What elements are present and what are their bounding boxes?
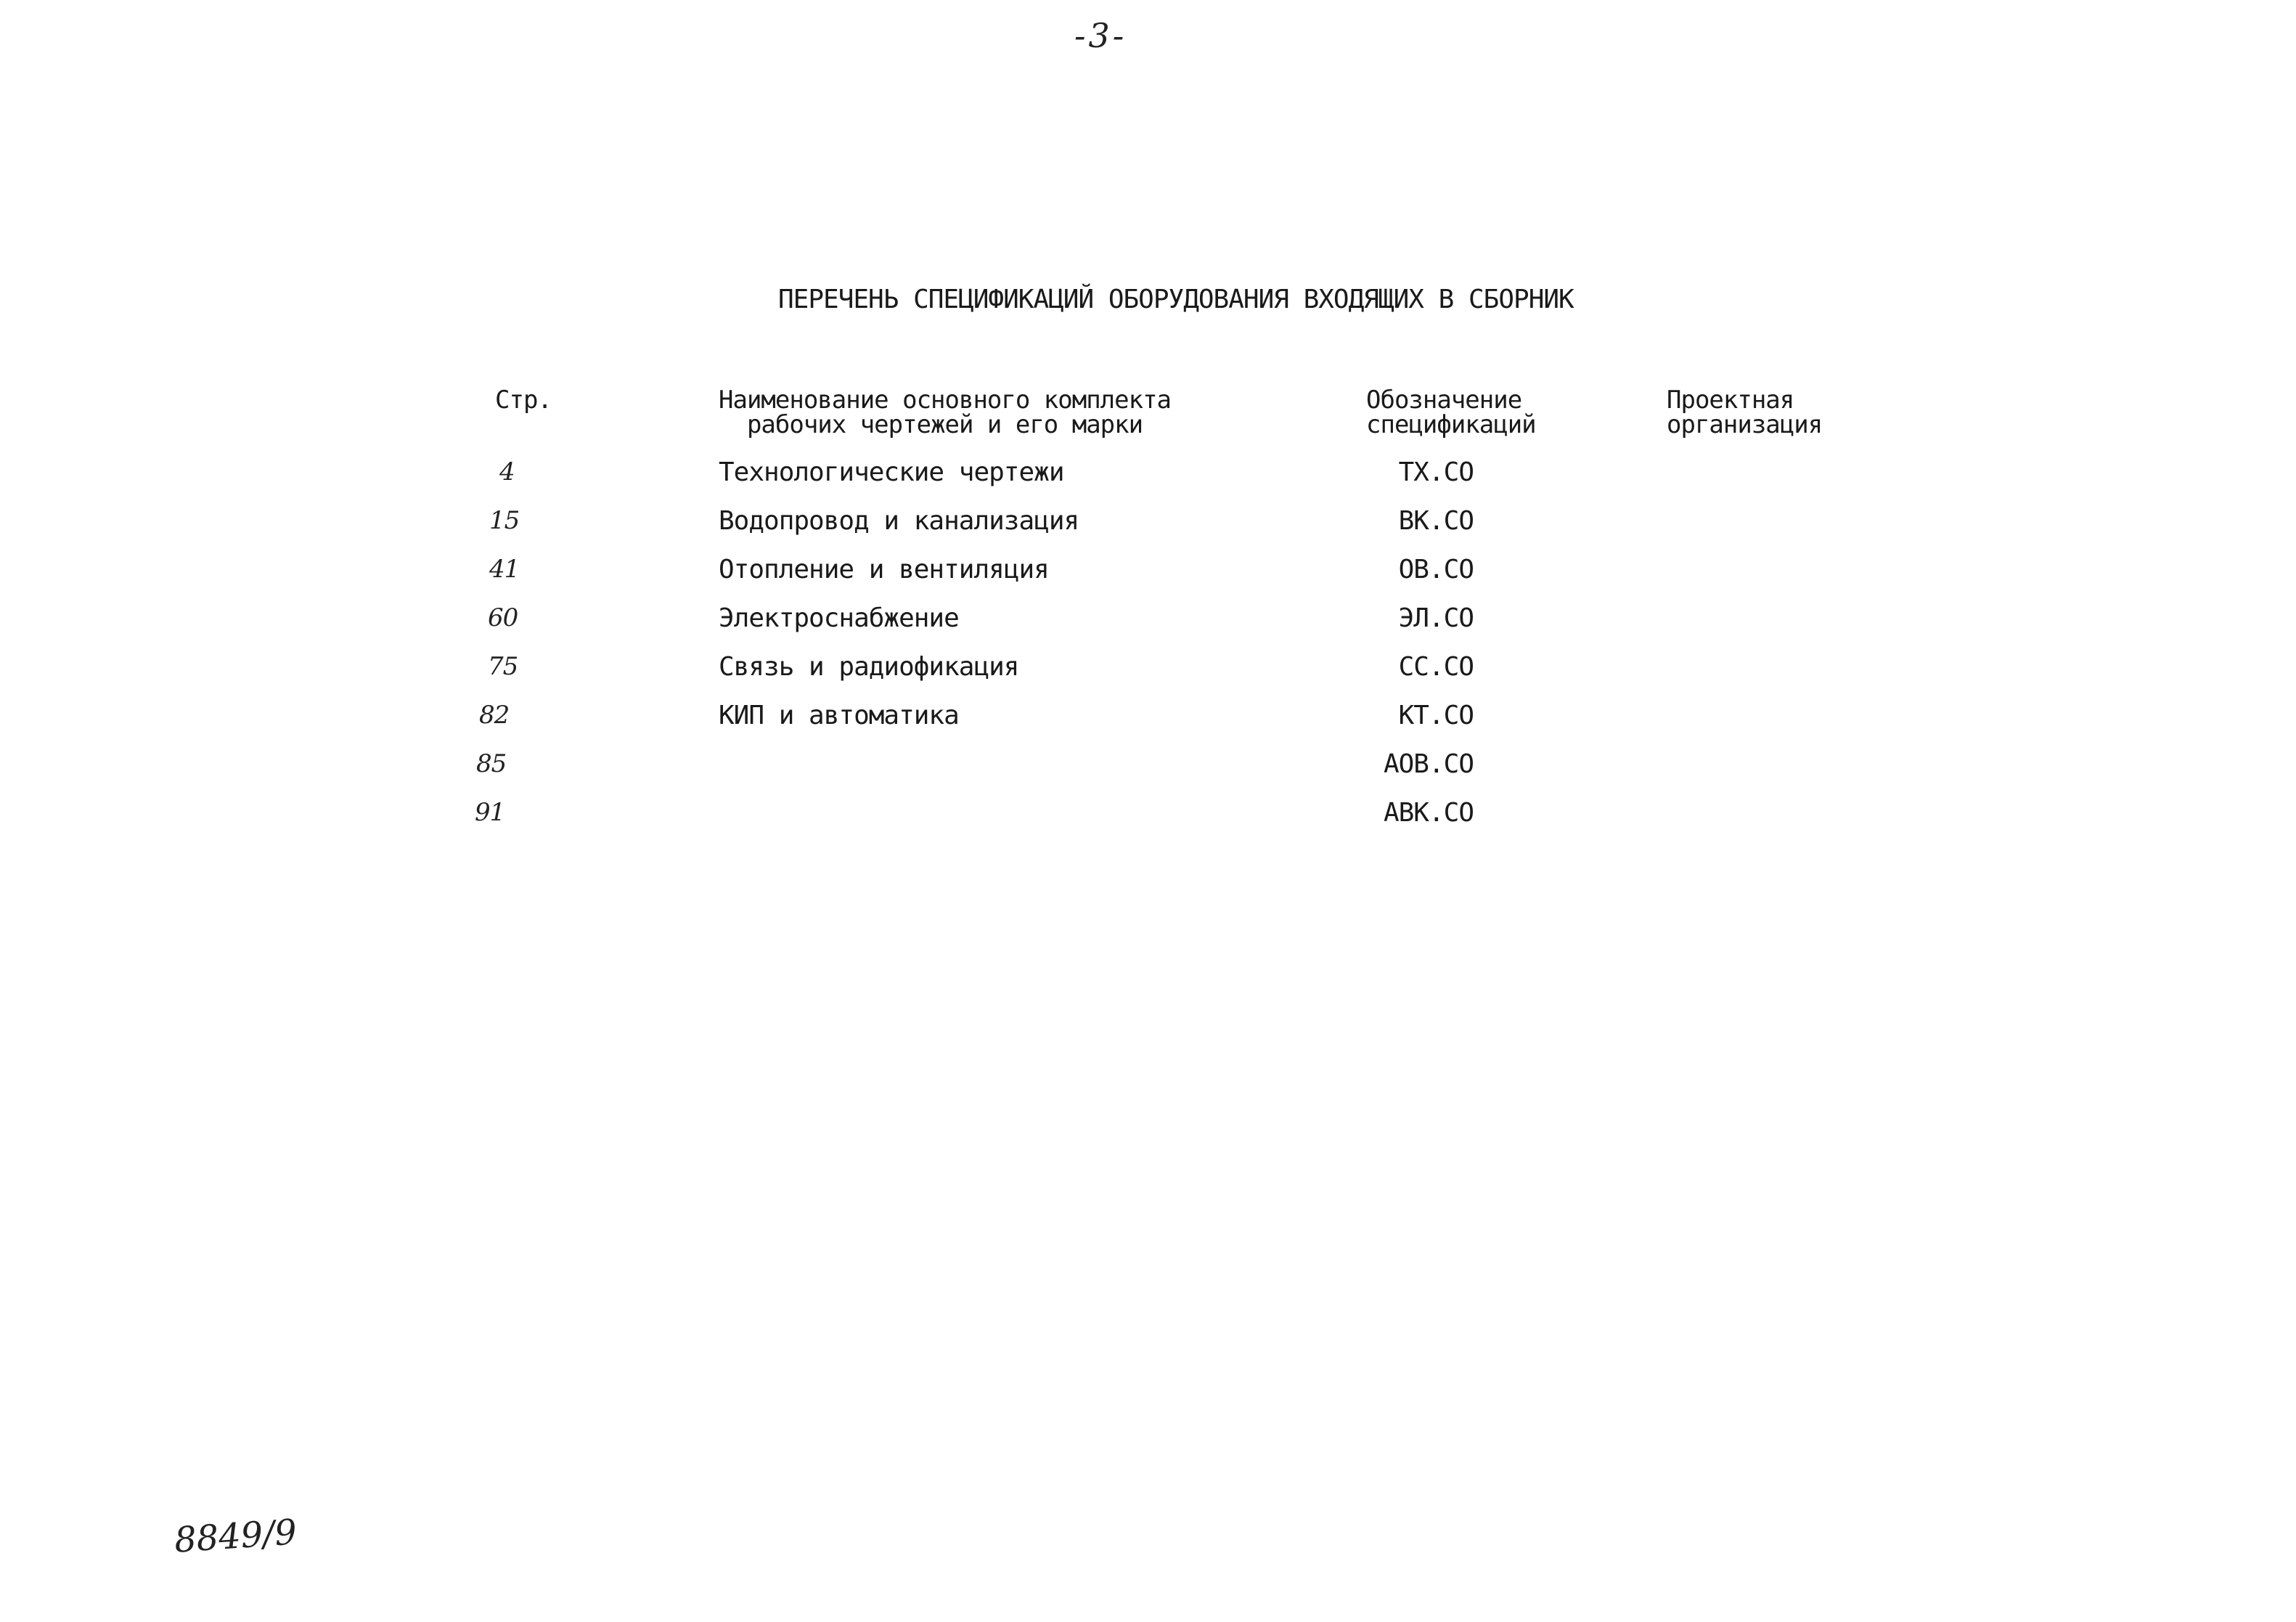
header-name bbox=[719, 388, 1171, 437]
table-row bbox=[0, 749, 2296, 797]
header-org-line1: Проектная bbox=[1667, 386, 1794, 415]
header-organization bbox=[1667, 388, 1822, 437]
row-page: 91 bbox=[475, 798, 505, 827]
row-page: 75 bbox=[488, 652, 518, 681]
table-row bbox=[0, 603, 2296, 651]
table-row bbox=[0, 701, 2296, 749]
page-number: -3- bbox=[1074, 16, 1127, 55]
header-name-line2: рабочих чертежей и его марки bbox=[746, 410, 1143, 439]
row-code: ОВ.СО bbox=[1398, 555, 1474, 584]
header-designation-line2: спецификаций bbox=[1366, 410, 1536, 439]
archive-number: 8849/9 bbox=[173, 1512, 298, 1561]
row-name: Водопровод и канализация bbox=[719, 506, 1079, 536]
row-code: АВК.СО bbox=[1383, 798, 1474, 828]
header-name-line1: Наименование основного комплекта bbox=[719, 386, 1172, 415]
row-page: 41 bbox=[489, 555, 520, 584]
row-code: ВК.СО bbox=[1398, 506, 1474, 536]
row-code: КТ.СО bbox=[1398, 701, 1474, 730]
header-org-line2: организация bbox=[1667, 410, 1823, 439]
row-name: Связь и радиофикация bbox=[719, 652, 1019, 682]
row-code: ЭЛ.СО bbox=[1398, 603, 1474, 633]
table-row bbox=[0, 555, 2296, 603]
row-page: 15 bbox=[489, 506, 520, 535]
table-row bbox=[0, 652, 2296, 700]
header-designation bbox=[1366, 388, 1536, 437]
row-code: СС.СО bbox=[1398, 652, 1474, 682]
header-page: Стр. bbox=[495, 386, 552, 415]
row-name: Электроснабжение bbox=[719, 603, 959, 633]
row-page: 4 bbox=[499, 457, 515, 486]
row-name: Технологические чертежи bbox=[719, 457, 1064, 487]
row-name: КИП и автоматика bbox=[719, 701, 959, 730]
row-page: 85 bbox=[476, 749, 507, 778]
table-row bbox=[0, 457, 2296, 505]
row-code: АОВ.СО bbox=[1383, 749, 1474, 779]
table-row bbox=[0, 798, 2296, 846]
row-page: 60 bbox=[488, 603, 518, 632]
document-title: ПЕРЕЧЕНЬ СПЕЦИФИКАЦИЙ ОБОРУДОВАНИЯ ВХОДЯЩИХ В СБОРНИК bbox=[778, 285, 1574, 314]
row-name: Отопление и вентиляция bbox=[719, 555, 1049, 584]
table-row bbox=[0, 506, 2296, 554]
header-designation-line1: Обозначение bbox=[1366, 386, 1522, 415]
row-code: ТХ.СО bbox=[1398, 457, 1474, 487]
row-page: 82 bbox=[479, 701, 510, 730]
